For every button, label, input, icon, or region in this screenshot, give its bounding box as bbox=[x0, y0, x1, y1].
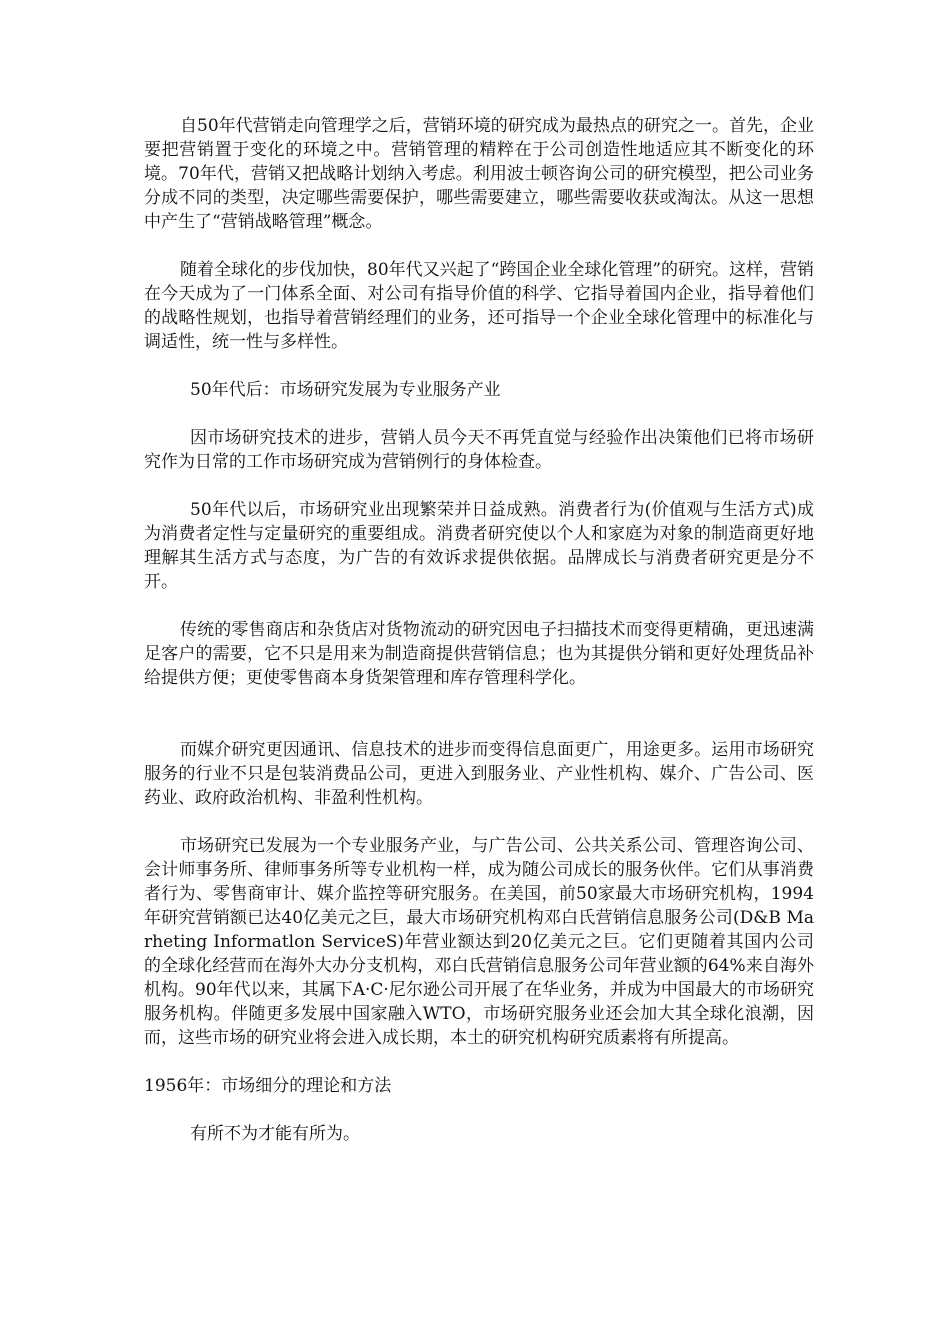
paragraph-retail-scanning: 传统的零售商店和杂货店对货物流动的研究因电子扫描技术而变得更精确，更迅速满足客户的需要，它不只是用来为制造商提供营销信息；也为其提供分销和更好处理货品补给提供方便；更使零售商本身货架管理和库存管理科学化。 bbox=[144, 620, 814, 688]
paragraph-consumer-research: 50年代以后，市场研究业出现繁荣并日益成熟。消费者行为(价值观与生活方式)成为消费者定性与定量研究的重要组成。消费者研究使以个人和家庭为对象的制造商更好地理解其生活方式与态度，为广告的有效诉求提供依据。品牌成长与消费者研究更是分不开。 bbox=[144, 500, 814, 592]
paragraph-media-research: 而媒介研究更因通讯、信息技术的进步而变得信息面更广，用途更多。运用市场研究服务的行业不只是包装消费品公司，更进入到服务业、产业性机构、媒介、广告公司、医药业、政府政治机构、非盈利性机构。 bbox=[144, 740, 814, 808]
paragraph-research-technology: 因市场研究技术的进步，营销人员今天不再凭直觉与经验作出决策他们已将市场研究作为日常的工作市场研究成为营销例行的身体检查。 bbox=[144, 428, 814, 472]
document-page bbox=[144, 114, 814, 1146]
heading-market-research-industry: 50年代后：市场研究发展为专业服务产业 bbox=[190, 380, 501, 400]
paragraph-closing-quote: 有所不为才能有所为。 bbox=[190, 1124, 360, 1144]
paragraph-globalization: 随着全球化的步伐加快，80年代又兴起了“跨国企业全球化管理”的研究。这样，营销在今天成为了一门体系全面、对公司有指导价值的科学、它指导着国内企业，指导着他们的战略性规划，也指导着营销经理们的业务，还可指导一个企业全球化管理中的标准化与调适性，统一性与多样性。 bbox=[144, 260, 815, 352]
heading-market-segmentation: 1956年：市场细分的理论和方法 bbox=[144, 1076, 392, 1096]
paragraph-professional-services: 市场研究已发展为一个专业服务产业，与广告公司、公共关系公司、管理咨询公司、会计师事务所、律师事务所等专业机构一样，成为随公司成长的服务伙伴。它们从事消费者行为、零售商审计、媒介监控等研究服务。在美国，前50家最大市场研究机构，1994年研究营销额已达40亿美元之巨，最大市场研究机构邓白氏营销信息服务公司(D&B Marheting Informatlon ServiceS)年营业额达到20亿美元之巨。它们更随着其国内公司的全球化经营而在海外大办分支机构，邓白氏营销信息服务公司年营业额的64%来自海外机构。90年代以来，其属下A·C·尼尔逊公司开展了在华业务，并成为中国最大的市场研究服务机构。伴随更多发展中国家融入WTO，市场研究服务业还会加大其全球化浪潮，因而，这些市场的研究业将会进入成长期，本土的研究机构研究质素将有所提高。 bbox=[144, 836, 814, 1048]
paragraph-marketing-environment: 自50年代营销走向管理学之后，营销环境的研究成为最热点的研究之一。首先，企业要把营销置于变化的环境之中。营销管理的精粹在于公司创造性地适应其不断变化的环境。70年代，营销又把战略计划纳入考虑。利用波士顿咨询公司的研究模型，把公司业务分成不同的类型，决定哪些需要保护，哪些需要建立，哪些需要收获或淘汰。从这一思想中产生了“营销战略管理”概念。 bbox=[144, 116, 814, 232]
